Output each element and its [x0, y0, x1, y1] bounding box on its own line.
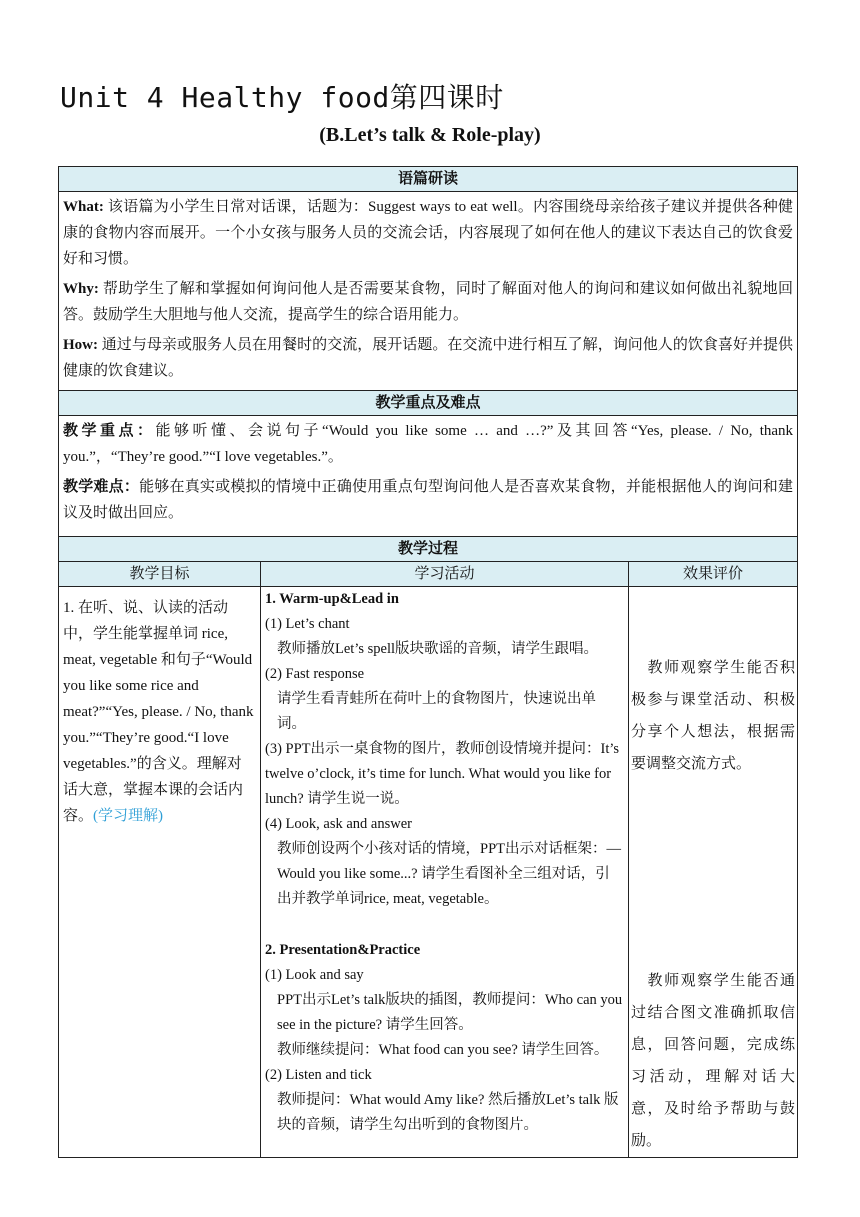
- activity-2-2-desc: 教师提问：What would Amy like? 然后播放Let’s talk 版块的音频，请学生勾出听到的食物图片。: [277, 1092, 619, 1133]
- key-point-text: 能够听懂、会说句子“Would you like some … and …?”及其回答“Yes, please. / No, thank you.”，“They’re good.”“I love vegetables.”。: [63, 423, 794, 465]
- activity-2-1-followup: 教师继续提问：What food can you see? 请学生回答。: [277, 1042, 609, 1058]
- how-text: 通过与母亲或服务人员在用餐时的交流，展开话题。在交流中进行相互了解，询问他人的饮食喜好并提供健康的饮食建议。: [63, 337, 794, 379]
- column-header-activity: 学习活动: [261, 562, 629, 587]
- evaluation-1: 教师观察学生能否积极参与课堂活动、积极分享个人想法，根据需要调整交流方式。: [631, 660, 796, 772]
- evaluation-2: 教师观察学生能否通过结合图文准确抓取信息，回答问题，完成练习活动，理解对话大意，及时给予帮助与鼓励。: [631, 973, 796, 1149]
- activity-1-4-desc: 教师创设两个小孩对话的情境，PPT出示对话框架：—Would you like some...? 请学生看图补全三组对话，引出并教学单词rice, meat, vegetable。: [277, 841, 621, 907]
- activity-1-1-title: (1) Let’s chant: [265, 616, 350, 632]
- column-header-goal: 教学目标: [59, 562, 261, 587]
- key-point-paragraph: [59, 416, 797, 472]
- section-header-text-analysis: 语篇研读: [59, 167, 798, 192]
- what-label: What:: [63, 199, 104, 215]
- page-subtitle: (B.Let’s talk & Role-play): [319, 124, 541, 146]
- evaluation-cell: [629, 587, 798, 1158]
- text-analysis-cell: [59, 192, 798, 391]
- why-paragraph: [59, 274, 797, 330]
- activity-cell: [261, 587, 629, 1158]
- difficulty-paragraph: [59, 472, 797, 536]
- what-text: 该语篇为小学生日常对话课，话题为：Suggest ways to eat well。内容围绕母亲给孩子建议并提供各种健康的食物内容而展开。一个小女孩与服务人员的交流会话，内容展现了如何在他人的建议下表达自己的饮食爱好和习惯。: [63, 199, 794, 267]
- activity-1-4-title: (4) Look, ask and answer: [265, 816, 412, 832]
- section-header-process: 教学过程: [59, 537, 798, 562]
- activity-1-1-desc: 教师播放Let’s spell版块歌谣的音频，请学生跟唱。: [277, 641, 599, 657]
- goal-tag: (学习理解): [93, 808, 164, 824]
- how-label: How:: [63, 337, 98, 353]
- activity-2-1-title: (1) Look and say: [265, 967, 364, 983]
- activity-section-2-title: 2. Presentation&Practice: [265, 942, 421, 958]
- column-header-evaluation: 效果评价: [629, 562, 798, 587]
- activity-1-2-desc: 请学生看青蛙所在荷叶上的食物图片，快速说出单词。: [277, 691, 596, 732]
- difficulty-text: 能够在真实或模拟的情境中正确使用重点句型询问他人是否喜欢某食物，并能根据他人的询问和建议及时做出回应。: [63, 479, 794, 521]
- key-point-label: 教学重点：: [63, 423, 156, 439]
- activity-1-2-title: (2) Fast response: [265, 666, 365, 682]
- section-header-key-points: 教学重点及难点: [59, 391, 798, 416]
- activity-section-1-title: 1. Warm-up&Lead in: [265, 591, 399, 607]
- goal-cell: [59, 587, 261, 1158]
- what-paragraph: [59, 192, 797, 274]
- difficulty-label: 教学难点：: [63, 479, 140, 495]
- page-title: Unit 4 Healthy food第四课时: [60, 81, 504, 114]
- how-paragraph: [59, 330, 797, 390]
- activity-1-3: (3) PPT出示一桌食物的图片，教师创设情境并提问：It’s twelve o’clock, it’s time for lunch. What would you like for lunch? 请学生说一说。: [265, 741, 620, 807]
- why-label: Why:: [63, 281, 99, 297]
- why-text: 帮助学生了解和掌握如何询问他人是否需要某食物，同时了解面对他人的询问和建议如何做出礼貌地回答。鼓励学生大胆地与他人交流，提高学生的综合语用能力。: [63, 281, 794, 323]
- activity-2-2-title: (2) Listen and tick: [265, 1067, 372, 1083]
- lesson-table: [58, 166, 798, 1158]
- activity-2-1-desc: PPT出示Let’s talk版块的插图，教师提问：Who can you see in the picture? 请学生回答。: [277, 992, 623, 1033]
- spacer: [265, 912, 624, 938]
- key-points-cell: [59, 416, 798, 537]
- goal-text: 1. 在听、说、认读的活动中，学生能掌握单词 rice, meat, vegetable 和句子“Would you like some rice and meat?”“Yes, please. / No, thank you.”“They’re good.“I love vegetables.”的含义。理解对话大意，掌握本课的会话内容。: [63, 600, 254, 824]
